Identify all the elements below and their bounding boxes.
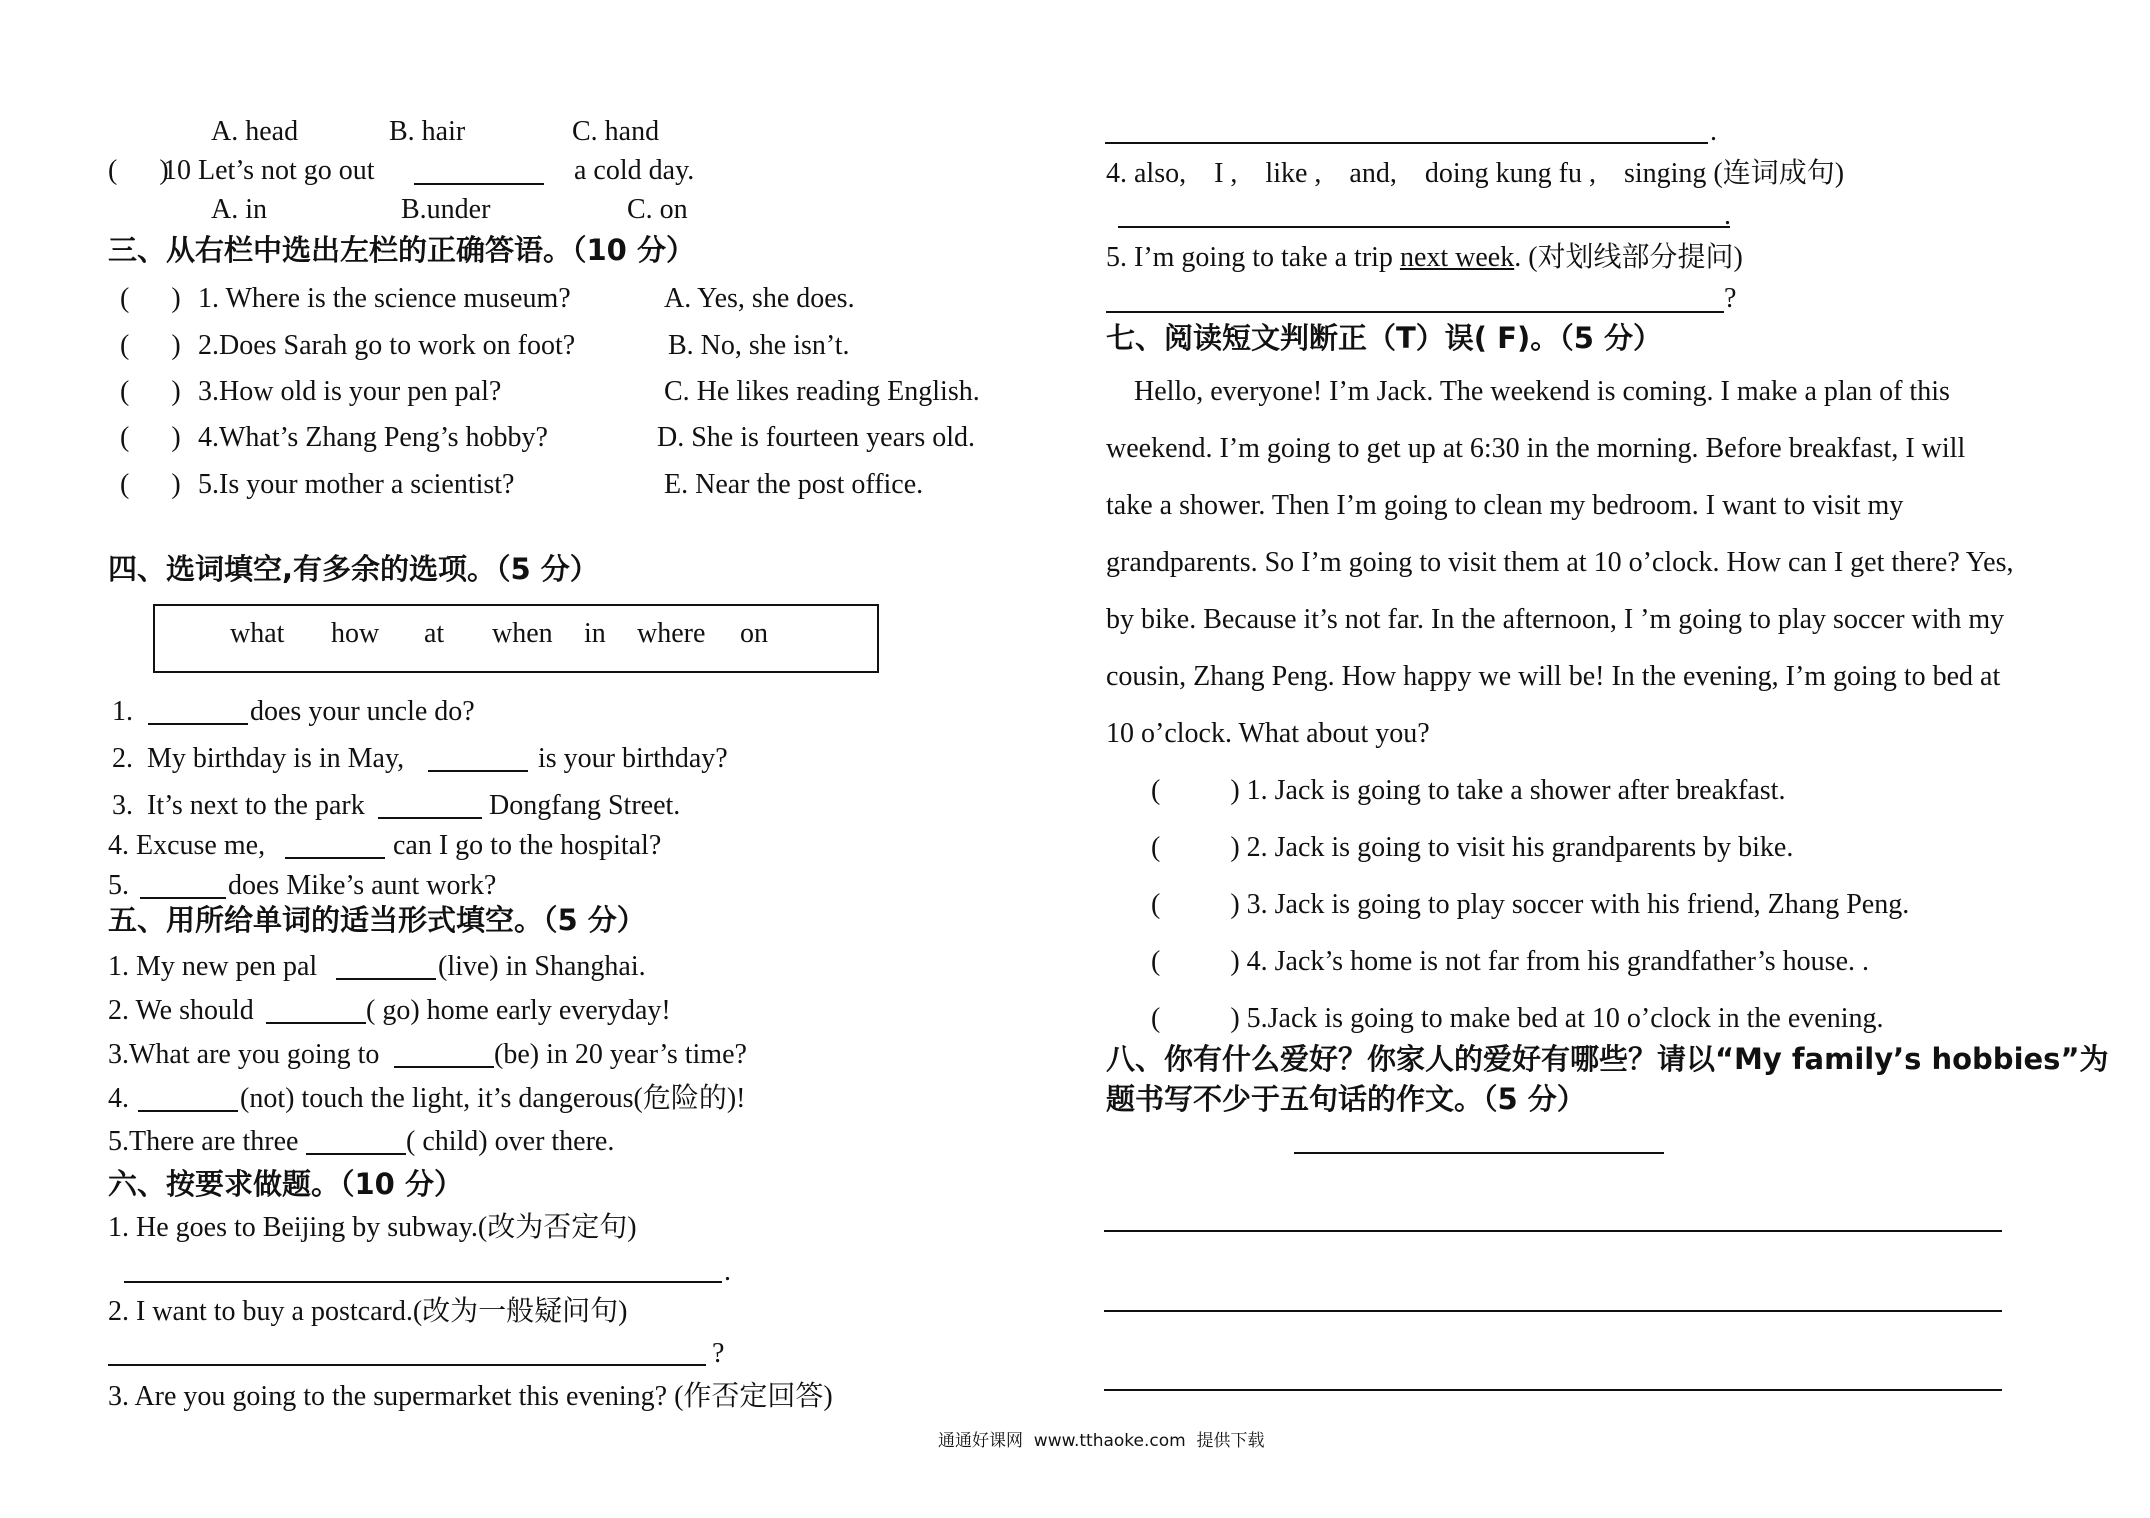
fill-item-text: does your uncle do? bbox=[250, 696, 475, 727]
task-5-note: . (对划线部分提问) bbox=[1514, 242, 1743, 273]
section-6-title: 六、按要求做题。（10 分） bbox=[108, 1167, 463, 1201]
fill-item-prefix: 5. bbox=[108, 870, 129, 901]
judge-item: ( ) 1. Jack is going to take a shower after breakfast. bbox=[1151, 775, 1786, 806]
q10-paren: ( ) bbox=[108, 155, 169, 186]
q10-blank[interactable] bbox=[414, 183, 544, 185]
task-3-prompt: 3. Are you going to the supermarket this evening? (作否定回答) bbox=[108, 1381, 833, 1412]
answer-line[interactable] bbox=[124, 1281, 722, 1283]
match-answer: D. She is fourteen years old. bbox=[657, 422, 976, 453]
match-question: 2.Does Sarah go to work on foot? bbox=[198, 330, 576, 361]
fill-item-prefix: 3. It’s next to the park bbox=[112, 790, 365, 821]
section-4-title: 四、选词填空,有多余的选项。（5 分） bbox=[108, 552, 599, 586]
form-item-prefix: 5.There are three bbox=[108, 1126, 299, 1157]
match-question: 3.How old is your pen pal? bbox=[198, 376, 502, 407]
answer-line[interactable] bbox=[1105, 142, 1708, 144]
task-5-text: 5. I’m going to take a trip bbox=[1106, 242, 1400, 273]
essay-line[interactable] bbox=[1104, 1230, 2002, 1232]
essay-title-line[interactable] bbox=[1294, 1152, 1664, 1154]
answer-paren: ( ) bbox=[120, 330, 181, 361]
fill-item-prefix: 4. Excuse me, bbox=[108, 830, 266, 861]
answer-line-end: . bbox=[724, 1256, 731, 1287]
form-blank[interactable] bbox=[394, 1066, 494, 1068]
section-3-title: 三、从右栏中选出左栏的正确答语。（10 分） bbox=[108, 233, 695, 267]
fill-blank[interactable] bbox=[378, 817, 482, 819]
match-answer: C. He likes reading English. bbox=[664, 376, 980, 407]
fill-blank[interactable] bbox=[285, 857, 385, 859]
answer-line-end: . bbox=[1724, 200, 1731, 231]
match-answer: A. Yes, she does. bbox=[664, 283, 855, 314]
task-4-prompt: 4. also, I , like , and, doing kung fu , singing (连词成句) bbox=[1106, 158, 1845, 189]
q10-text: 10 Let’s not go out bbox=[163, 155, 375, 186]
form-blank[interactable] bbox=[336, 978, 436, 980]
passage-line: grandparents. So I’m going to visit them at 10 o’clock. How can I get there? Yes, bbox=[1106, 547, 2014, 578]
footer-credit: 通通好课网 www.tthaoke.com 提供下载 bbox=[938, 1431, 1265, 1451]
answer-paren: ( ) bbox=[120, 422, 181, 453]
answer-line[interactable] bbox=[1106, 311, 1724, 313]
fill-item-text: does Mike’s aunt work? bbox=[228, 870, 497, 901]
form-item-text: ( go) home early everyday! bbox=[366, 995, 671, 1026]
fill-item-prefix: 2. My birthday is in May, bbox=[112, 743, 405, 774]
fill-blank[interactable] bbox=[148, 723, 248, 725]
q10-option-b: B.under bbox=[401, 194, 491, 225]
essay-line[interactable] bbox=[1104, 1310, 2002, 1312]
fill-blank[interactable] bbox=[428, 770, 528, 772]
form-item-text: (not) touch the light, it’s dangerous(危险的)! bbox=[240, 1083, 746, 1114]
task-1-prompt: 1. He goes to Beijing by subway.(改为否定句) bbox=[108, 1212, 637, 1243]
word-bank-item: at bbox=[424, 618, 445, 649]
passage-line: Hello, everyone! I’m Jack. The weekend is coming. I make a plan of this bbox=[1106, 376, 1950, 407]
form-item-prefix: 2. We should bbox=[108, 995, 254, 1026]
q10-option-c: C. on bbox=[627, 194, 688, 225]
fill-blank[interactable] bbox=[140, 897, 226, 899]
form-blank[interactable] bbox=[138, 1110, 238, 1112]
word-bank-item: on bbox=[740, 618, 768, 649]
match-question: 1. Where is the science museum? bbox=[198, 283, 571, 314]
word-bank-item: how bbox=[331, 618, 380, 649]
form-blank[interactable] bbox=[306, 1153, 406, 1155]
section-5-title: 五、用所给单词的适当形式填空。（5 分） bbox=[108, 903, 646, 937]
fill-item-text: Dongfang Street. bbox=[489, 790, 681, 821]
q9-option-a: A. head bbox=[211, 116, 299, 147]
word-bank-item: what bbox=[230, 618, 285, 649]
word-bank-item: when bbox=[492, 618, 553, 649]
judge-item: ( ) 2. Jack is going to visit his grandparents by bike. bbox=[1151, 832, 1794, 863]
match-answer: E. Near the post office. bbox=[664, 469, 924, 500]
form-blank[interactable] bbox=[266, 1022, 366, 1024]
q9-option-b: B. hair bbox=[389, 116, 466, 147]
q10-option-a: A. in bbox=[211, 194, 267, 225]
answer-line[interactable] bbox=[1118, 226, 1730, 228]
word-bank-item: where bbox=[637, 618, 706, 649]
passage-line: cousin, Zhang Peng. How happy we will be! In the evening, I’m going to bed at bbox=[1106, 661, 2001, 692]
form-item-text: ( child) over there. bbox=[406, 1126, 615, 1157]
answer-paren: ( ) bbox=[120, 469, 181, 500]
fill-item-text: is your birthday? bbox=[538, 743, 728, 774]
underlined-phrase: next week bbox=[1399, 242, 1515, 273]
passage-line: weekend. I’m going to get up at 6:30 in the morning. Before breakfast, I will bbox=[1106, 433, 1966, 464]
judge-item: ( ) 3. Jack is going to play soccer with his friend, Zhang Peng. bbox=[1151, 889, 1910, 920]
answer-line[interactable] bbox=[108, 1364, 706, 1366]
answer-paren: ( ) bbox=[120, 376, 181, 407]
form-item-prefix: 3.What are you going to bbox=[108, 1039, 380, 1070]
answer-line-end: . bbox=[1710, 116, 1717, 147]
task-5-prompt bbox=[1106, 244, 1743, 272]
section-8-title: 八、你有什么爱好？你家人的爱好有哪些？请以“My family’s hobbies”为 bbox=[1106, 1042, 2109, 1076]
judge-item: ( ) 4. Jack’s home is not far from his grandfather’s house. . bbox=[1151, 946, 1869, 977]
answer-line-end: ? bbox=[712, 1338, 725, 1369]
form-item-text: (be) in 20 year’s time? bbox=[494, 1039, 747, 1070]
form-item-text: (live) in Shanghai. bbox=[438, 951, 646, 982]
task-2-prompt: 2. I want to buy a postcard.(改为一般疑问句) bbox=[108, 1296, 628, 1327]
section-8-title-cont: 题书写不少于五句话的作文。（5 分） bbox=[1106, 1082, 1586, 1116]
match-answer: B. No, she isn’t. bbox=[668, 330, 850, 361]
q10-text-after: a cold day. bbox=[574, 155, 695, 186]
q9-option-c: C. hand bbox=[572, 116, 660, 147]
essay-line[interactable] bbox=[1104, 1389, 2002, 1391]
passage-line: take a shower. Then I’m going to clean my bedroom. I want to visit my bbox=[1106, 490, 1904, 521]
judge-item: ( ) 5.Jack is going to make bed at 10 o’clock in the evening. bbox=[1151, 1003, 1884, 1034]
passage-line: by bike. Because it’s not far. In the afternoon, I ’m going to play soccer with my bbox=[1106, 604, 2005, 635]
fill-item-prefix: 1. bbox=[112, 696, 133, 727]
form-item-prefix: 4. bbox=[108, 1083, 129, 1114]
answer-line-end: ? bbox=[1724, 283, 1737, 314]
match-question: 5.Is your mother a scientist? bbox=[198, 469, 515, 500]
match-question: 4.What’s Zhang Peng’s hobby? bbox=[198, 422, 548, 453]
fill-item-text: can I go to the hospital? bbox=[393, 830, 662, 861]
passage-line: 10 o’clock. What about you? bbox=[1106, 718, 1430, 749]
answer-paren: ( ) bbox=[120, 283, 181, 314]
section-7-title: 七、阅读短文判断正（T）误( F)。（5 分） bbox=[1106, 321, 1662, 355]
form-item-prefix: 1. My new pen pal bbox=[108, 951, 318, 982]
word-bank-item: in bbox=[584, 618, 606, 649]
